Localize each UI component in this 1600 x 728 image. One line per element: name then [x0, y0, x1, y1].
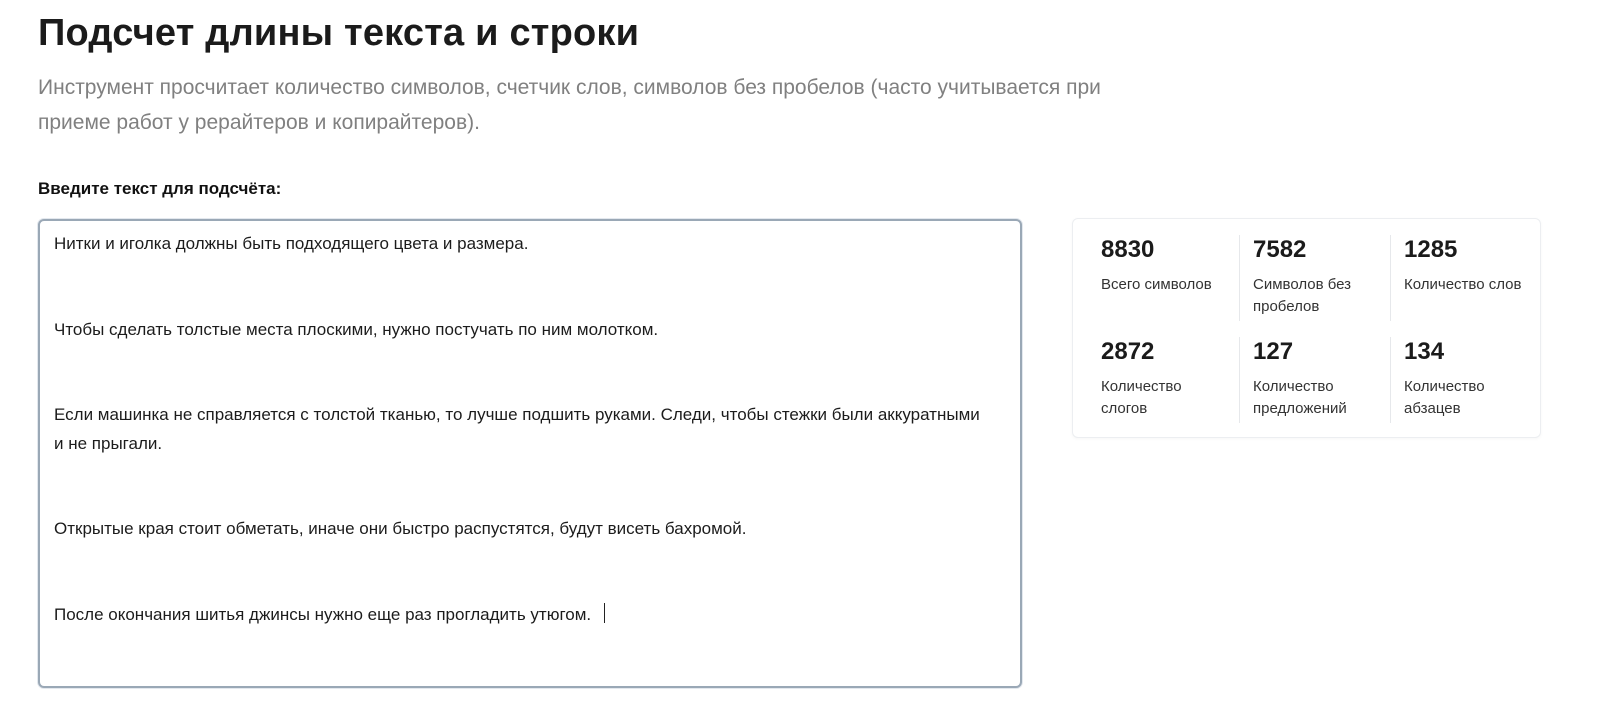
text-line-last-content: После окончания шитья джинсы нужно еще раз прогладить утюгом. [54, 604, 596, 624]
stat-chars-no-spaces-label: Символов без пробелов [1253, 276, 1352, 315]
stat-syllable-count-label: Количество слогов [1101, 378, 1182, 417]
stat-total-chars [1087, 235, 1227, 323]
stat-paragraph-count-value: 134 [1404, 338, 1445, 365]
text-line: Чтобы сделать толстые места плоскими, нужно постучать по ним молотком. [54, 319, 659, 339]
stat-sentence-count-label: Количество предложений [1253, 378, 1347, 417]
stat-chars-no-spaces-value: 7582 [1253, 236, 1307, 263]
stat-word-count-value: 1285 [1404, 236, 1458, 263]
text-input-area[interactable] [38, 219, 1022, 688]
text-input-content[interactable] [54, 219, 985, 686]
stat-word-count [1390, 235, 1530, 323]
text-input-label: Введите текст для подсчёта: [38, 179, 282, 198]
stat-word-count-label: Количество слов [1404, 276, 1522, 293]
stat-sentence-count [1239, 337, 1379, 425]
page-title: Подсчет длины текста и строки [38, 12, 640, 54]
text-line: Открытые края стоит обметать, иначе они быстро распустятся, будут висеть бахромой. [54, 519, 747, 538]
stat-syllable-count-value: 2872 [1101, 338, 1155, 365]
text-line-last [54, 601, 980, 630]
text-line: Нитки и иголка должны быть подходящего цвета и размера. [54, 234, 529, 253]
stat-paragraph-count-label: Количество абзацев [1404, 378, 1485, 417]
stat-paragraph-count [1390, 337, 1530, 425]
stat-total-chars-value: 8830 [1101, 236, 1155, 263]
page-description: Инструмент просчитает количество символов, счетчик слов, символов без пробелов (часто учитывается при приеме работ у рерайтеров и копирайтеров). [38, 76, 1101, 134]
stat-syllable-count [1087, 337, 1227, 425]
text-caret [604, 603, 605, 623]
stat-sentence-count-value: 127 [1253, 338, 1294, 365]
stat-total-chars-label: Всего символов [1101, 276, 1212, 293]
text-line: Если машинка не справляется с толстой тканью, то лучше подшить руками. Следи, чтобы стежки были аккуратными и не прыгали. [54, 405, 985, 453]
stats-panel [1072, 218, 1541, 438]
stat-chars-no-spaces [1239, 235, 1379, 323]
